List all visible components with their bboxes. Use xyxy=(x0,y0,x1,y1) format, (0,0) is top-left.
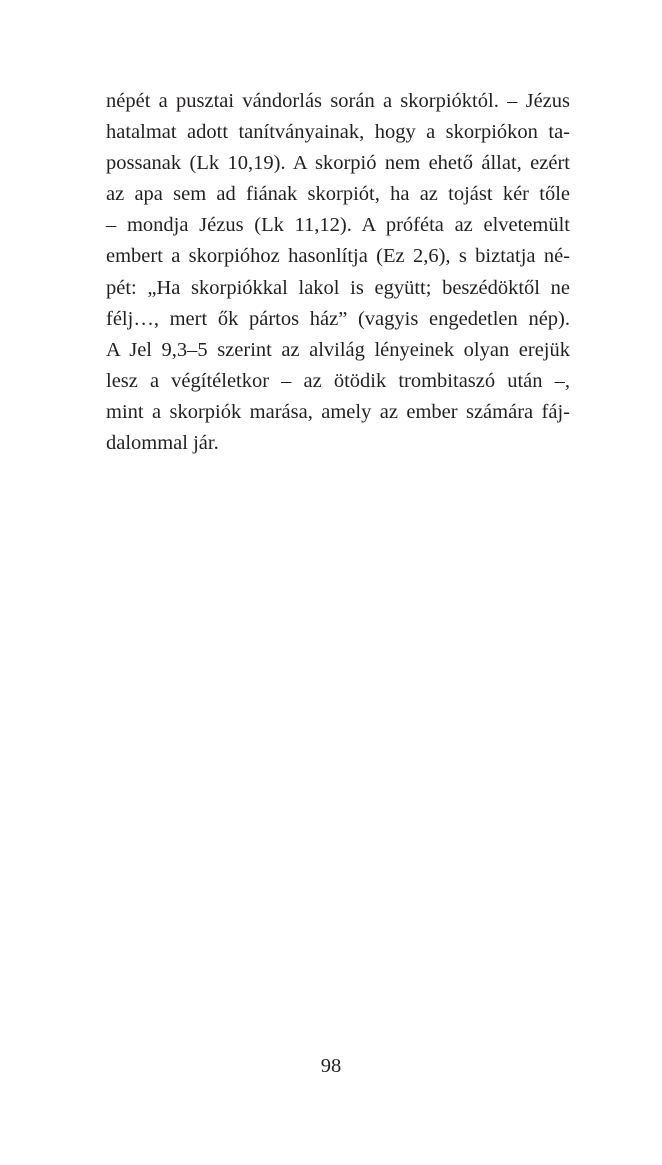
page-number: 98 xyxy=(320,1055,342,1077)
text-line: – mondja Jézus (Lk 11,12). A próféta az elvetemült xyxy=(106,214,570,237)
text-line: A Jel 9,3–5 szerint az alvilág lényeinek olyan erejük xyxy=(106,338,570,361)
body-paragraph xyxy=(106,86,570,459)
text-line: dalommal jár. xyxy=(106,432,219,455)
text-line: lesz a végítéletkor – az ötödik trombitaszó után –, xyxy=(106,369,570,392)
text-line: pét: „Ha skorpiókkal lakol is együtt; beszédöktől ne xyxy=(106,276,570,299)
text-line: possanak (Lk 10,19). A skorpió nem ehető állat, ezért xyxy=(106,152,570,175)
text-line: mint a skorpiók marása, amely az ember számára fáj- xyxy=(106,400,570,423)
text-line: embert a skorpióhoz hasonlítja (Ez 2,6), s biztatja né- xyxy=(106,245,570,268)
text-line: az apa sem ad fiának skorpiót, ha az tojást kér tőle xyxy=(106,183,570,206)
text-line: népét a pusztai vándorlás során a skorpióktól. – Jézus xyxy=(106,90,570,112)
text-line: félj…, mert ők pártos ház” (vagyis engedetlen nép). xyxy=(106,307,570,330)
text-line: hatalmat adott tanítványainak, hogy a skorpiókon ta- xyxy=(106,121,570,144)
